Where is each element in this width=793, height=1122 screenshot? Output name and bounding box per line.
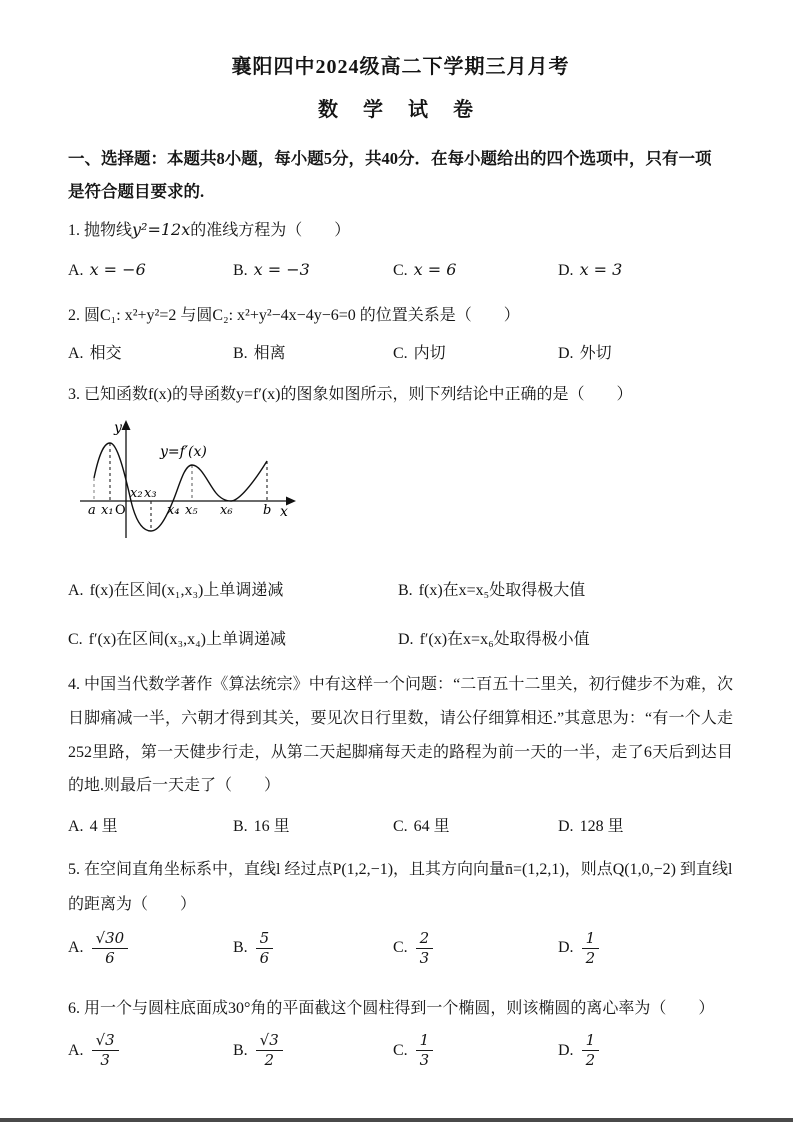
fraction — [256, 930, 274, 968]
option-d — [558, 340, 733, 369]
option-text: x = −3 — [253, 259, 310, 279]
question-6 — [68, 995, 733, 1069]
option-label: A. — [68, 345, 84, 363]
stem-prefix: 1. 抛物线 — [68, 222, 133, 239]
tick-x5: x₅ — [185, 502, 198, 518]
option-c — [68, 626, 398, 655]
option-label: C. — [393, 1041, 408, 1059]
fraction — [92, 930, 129, 968]
option-text: 外切 — [579, 345, 612, 363]
option-text: f(x)在区间(x₁,x₃)上单调递减 — [89, 581, 284, 599]
section-header — [68, 142, 733, 208]
question-1-options — [68, 256, 733, 286]
question-5-stem: 5. 在空间直角坐标系中，直线l 经过点P(1,2,−1)，且其方向向量n̄=(1,2,1)，则点Q(1,0,−2) 到直线l 的距离为（ ） — [68, 860, 733, 913]
option-text: 4 里 — [89, 817, 118, 835]
tick-x1: x₁ — [101, 502, 114, 518]
x-axis-label: x — [280, 503, 288, 520]
option-d — [558, 256, 733, 286]
option-label: D. — [558, 1041, 574, 1059]
option-label: C. — [393, 817, 408, 835]
option-label: B. — [233, 939, 248, 957]
option-d — [558, 813, 733, 842]
fraction-denominator: 3 — [419, 949, 430, 968]
fraction — [582, 1032, 600, 1070]
option-text: f′(x)在区间(x₃,x₄)上单调递减 — [88, 630, 286, 648]
fraction-denominator: 2 — [264, 1051, 274, 1070]
stem-suffix: 的准线方程为（ ） — [190, 222, 351, 239]
question-4-stem: 4. 中国当代数学著作《算法统宗》中有这样一个问题：“二百五十二里关，初行健步不为难，次日脚痛减一半，六朝才得到其关，要见次日行里数，请公仔细算相还.”其意思为：“有一个人走252里路，第一天健步行走，从第二天起脚痛每天走的路程为前一天的一半，走了6天后到达目的地.则最后一天走了（ ） — [68, 676, 733, 795]
question-3 — [68, 381, 733, 654]
fraction-denominator: 2 — [585, 949, 596, 968]
question-4 — [68, 668, 733, 841]
derivative-graph — [74, 418, 350, 556]
fraction-numerator: √3 — [92, 1032, 119, 1051]
tick-a: a — [88, 502, 96, 518]
origin-label: O — [115, 502, 126, 518]
question-2-stem: 2. 圆C₁: x²+y²=2 与圆C₂: x²+y²−4x−4y−6=0 的位置关系是（ ） — [68, 306, 520, 324]
option-a — [68, 340, 233, 369]
option-b — [233, 1032, 393, 1070]
option-label: B. — [233, 261, 248, 279]
fraction-denominator: 3 — [100, 1051, 110, 1070]
fraction — [416, 1032, 434, 1070]
fraction-denominator: 3 — [419, 1051, 430, 1070]
option-label: D. — [558, 261, 574, 279]
option-b — [233, 930, 393, 968]
option-c — [393, 256, 558, 286]
fraction — [92, 1032, 119, 1070]
option-text: 128 里 — [579, 817, 624, 835]
curve-label: y=f′(x) — [160, 443, 207, 460]
question-4-options — [68, 813, 733, 842]
tick-b: b — [263, 502, 272, 518]
option-a — [68, 930, 233, 968]
y-axis-arrow-icon — [122, 420, 131, 430]
question-6-stem: 6. 用一个与圆柱底面成30°角的平面截这个圆柱得到一个椭圆，则该椭圆的离心率为（ ） — [68, 1000, 715, 1018]
fraction-denominator: 6 — [105, 949, 115, 968]
option-label: B. — [233, 817, 248, 835]
option-d — [558, 1032, 733, 1070]
option-a — [68, 577, 398, 606]
fraction — [582, 930, 600, 968]
section-header-line-1: 一、选择题：本题共8小题，每小题5分，共40分．在每小题给出的四个选项中，只有一项 — [68, 149, 712, 168]
question-2-options — [68, 340, 733, 369]
fraction-numerator: 2 — [416, 930, 434, 949]
fraction-denominator: 6 — [259, 949, 270, 968]
question-5-options — [68, 930, 733, 968]
option-label: C. — [68, 630, 83, 648]
option-a — [68, 256, 233, 286]
tick-x2: x₂ — [130, 485, 143, 501]
option-text: x = 6 — [413, 259, 457, 279]
option-text: f(x)在x=x₅处取得极大值 — [418, 581, 586, 599]
question-1 — [68, 216, 733, 286]
fraction-numerator: 1 — [416, 1032, 434, 1051]
option-c — [393, 340, 558, 369]
option-label: B. — [233, 1041, 248, 1059]
option-label: D. — [558, 345, 574, 363]
parabola-formula: y²=12x — [132, 220, 191, 239]
option-label: D. — [558, 817, 574, 835]
option-label: C. — [393, 261, 408, 279]
option-c — [393, 1032, 558, 1070]
option-d — [398, 626, 733, 655]
fraction-numerator: 1 — [582, 1032, 600, 1051]
fraction-numerator: √3 — [256, 1032, 283, 1051]
option-c — [393, 930, 558, 968]
fraction-numerator: √30 — [92, 930, 129, 949]
question-5 — [68, 852, 733, 968]
tick-x4: x₄ — [167, 502, 180, 518]
question-6-options — [68, 1032, 733, 1070]
option-text: 16 里 — [253, 817, 290, 835]
option-a — [68, 1032, 233, 1070]
option-label: A. — [68, 581, 84, 599]
option-text: 相交 — [89, 345, 122, 363]
option-b — [233, 813, 393, 842]
option-text: 内切 — [413, 345, 446, 363]
section-header-line-2: 是符合题目要求的. — [68, 182, 205, 201]
option-b — [398, 577, 733, 606]
fraction — [416, 930, 434, 968]
option-label: B. — [233, 345, 248, 363]
tick-x3: x₃ — [144, 485, 157, 501]
option-text: x = 3 — [579, 259, 623, 279]
option-label: B. — [398, 581, 413, 599]
page-bottom-border — [0, 1118, 793, 1122]
option-label: A. — [68, 261, 84, 279]
option-label: C. — [393, 939, 408, 957]
option-label: A. — [68, 817, 84, 835]
question-3-figure — [74, 418, 733, 567]
fraction-numerator: 5 — [256, 930, 274, 949]
option-label: D. — [558, 939, 574, 957]
option-label: A. — [68, 939, 84, 957]
page-title: 襄阳四中2024级高二下学期三月月考 — [231, 56, 570, 78]
question-2 — [68, 302, 733, 370]
exam-subtitle: 数 学 试 卷 — [318, 99, 483, 121]
question-3-options — [68, 577, 733, 655]
question-3-stem: 3. 已知函数f(x)的导函数y=f′(x)的图象如图所示，则下列结论中正确的是（ ） — [68, 386, 633, 404]
option-text: f′(x)在x=x₆处取得极小值 — [419, 630, 590, 648]
option-b — [233, 340, 393, 369]
fraction-denominator: 2 — [585, 1051, 596, 1070]
option-c — [393, 813, 558, 842]
fraction-numerator: 1 — [582, 930, 600, 949]
option-a — [68, 813, 233, 842]
option-text: 64 里 — [413, 817, 450, 835]
option-label: A. — [68, 1041, 84, 1059]
question-1-stem — [68, 216, 733, 246]
option-label: C. — [393, 345, 408, 363]
tick-x6: x₆ — [220, 502, 233, 518]
option-d — [558, 930, 733, 968]
option-text: x = −6 — [89, 259, 146, 279]
option-text: 相离 — [253, 345, 286, 363]
option-b — [233, 256, 393, 286]
y-axis-label: y — [114, 419, 122, 436]
option-label: D. — [398, 630, 414, 648]
fraction — [256, 1032, 283, 1070]
